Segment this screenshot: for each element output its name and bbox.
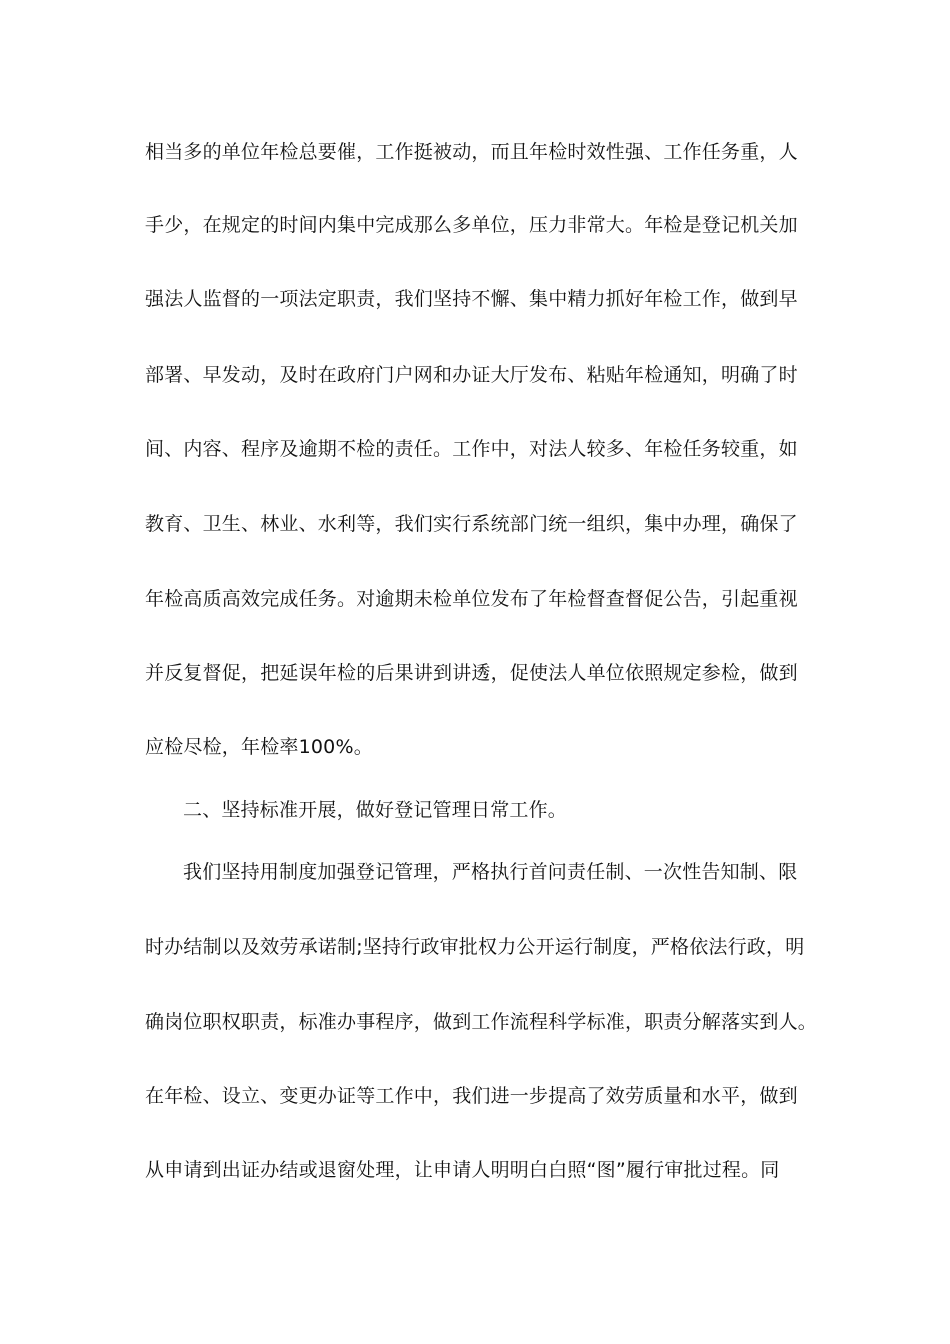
text-line: 从申请到出证办结或退窗处理，让申请人明明白白照“图”履行审批过程。同 bbox=[145, 1159, 780, 1181]
text-line: 在年检、设立、变更办证等工作中，我们进一步提高了效劳质量和水平，做到 bbox=[145, 1085, 798, 1107]
text-line: 手少，在规定的时间内集中完成那么多单位，压力非常大。年检是登记机关加 bbox=[145, 214, 798, 236]
text-line: 相当多的单位年检总要催，工作挺被动，而且年检时效性强、工作任务重，人 bbox=[145, 141, 798, 163]
text-line: 确岗位职权职责，标准办事程序，做到工作流程科学标准，职责分解落实到人。 bbox=[145, 1011, 818, 1033]
text-line: 时办结制以及效劳承诺制;坚持行政审批权力公开运行制度，严格依法行政，明 bbox=[145, 936, 805, 958]
text-line: 强法人监督的一项法定职责，我们坚持不懈、集中精力抓好年检工作，做到早 bbox=[145, 288, 798, 310]
section-heading: 二、坚持标准开展，做好登记管理日常工作。 bbox=[183, 799, 568, 821]
text-line: 年检高质高效完成任务。对逾期未检单位发布了年检督查督促公告，引起重视 bbox=[145, 588, 798, 610]
text-line: 间、内容、程序及逾期不检的责任。工作中，对法人较多、年检任务较重，如 bbox=[145, 438, 798, 460]
text-line: 部署、早发动，及时在政府门户网和办证大厅发布、粘贴年检通知，明确了时 bbox=[145, 364, 798, 386]
text-line: 我们坚持用制度加强登记管理，严格执行首问责任制、一次性告知制、限 bbox=[183, 861, 798, 883]
text-line: 教育、卫生、林业、水利等，我们实行系统部门统一组织，集中办理，确保了 bbox=[145, 513, 798, 535]
text-line: 并反复督促，把延误年检的后果讲到讲透，促使法人单位依照规定参检，做到 bbox=[145, 662, 798, 684]
text-line: 应检尽检，年检率100%。 bbox=[145, 736, 373, 758]
